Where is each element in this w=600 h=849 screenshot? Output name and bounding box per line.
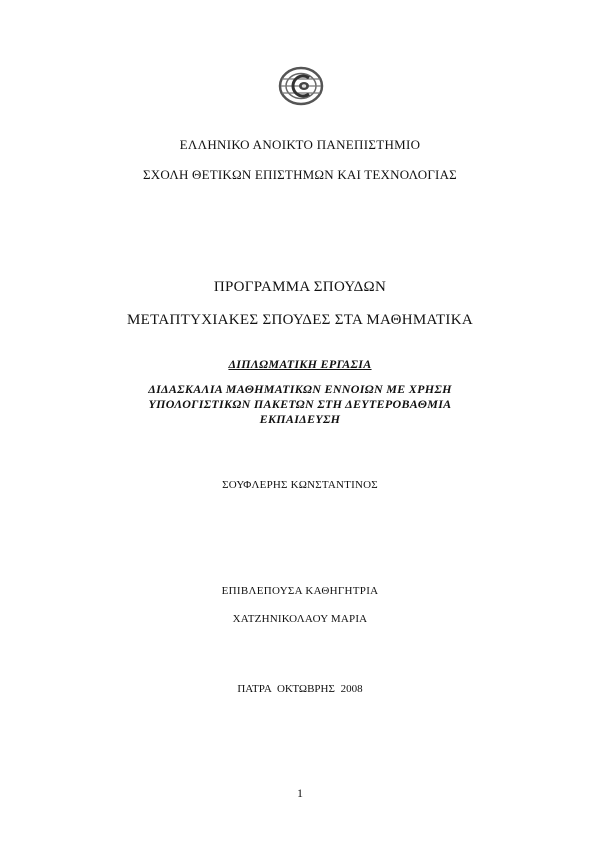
thesis-title-line: ΕΚΠΑΙΔΕΥΣΗ: [259, 412, 341, 426]
university-name: ΕΛΛΗΝΙΚΟ ΑΝΟΙΚΤΟ ΠΑΝΕΠΙΣΤΗΜΙΟ: [179, 137, 421, 152]
thesis-title-line: ΥΠΟΛΟΓΙΣΤΙΚΩΝ ΠΑΚΕΤΩΝ ΣΤΗ ΔΕΥΤΕΡΟΒΑΘΜΙΑ: [148, 397, 452, 411]
page-number: 1: [297, 786, 303, 800]
university-emblem-icon: [278, 65, 324, 107]
place-date: ΠΑΤΡΑ ΟΚΤΩΒΡΗΣ 2008: [237, 683, 363, 695]
supervisor-name: ΧΑΤΖΗΝΙΚΟΛΑΟΥ ΜΑΡΙΑ: [232, 613, 368, 625]
thesis-title-line: ΔΙΔΑΣΚΑΛΙΑ ΜΑΘΗΜΑΤΙΚΩΝ ΕΝΝΟΙΩΝ ΜΕ ΧΡΗΣΗ: [148, 382, 452, 396]
thesis-title: [0, 382, 600, 427]
supervisor-label: ΕΠΙΒΛΕΠΟΥΣΑ ΚΑΘΗΓΗΤΡΙΑ: [221, 585, 379, 597]
school-name: ΣΧΟΛΗ ΘΕΤΙΚΩΝ ΕΠΙΣΤΗΜΩΝ ΚΑΙ ΤΕΧΝΟΛΟΓΙΑΣ: [143, 167, 457, 182]
author-name: ΣΟΥΦΛΕΡΗΣ ΚΩΝΣΤΑΝΤΙΝΟΣ: [222, 479, 378, 491]
program-name: ΠΡΟΓΡΑΜΜΑ ΣΠΟΥΔΩΝ: [213, 279, 387, 295]
thesis-label: ΔΙΠΛΩΜΑΤΙΚΗ ΕΡΓΑΣΙΑ: [228, 357, 372, 371]
program-subtitle: ΜΕΤΑΠΤΥΧΙΑΚΕΣ ΣΠΟΥΔΕΣ ΣΤΑ ΜΑΘΗΜΑΤΙΚΑ: [127, 312, 473, 328]
